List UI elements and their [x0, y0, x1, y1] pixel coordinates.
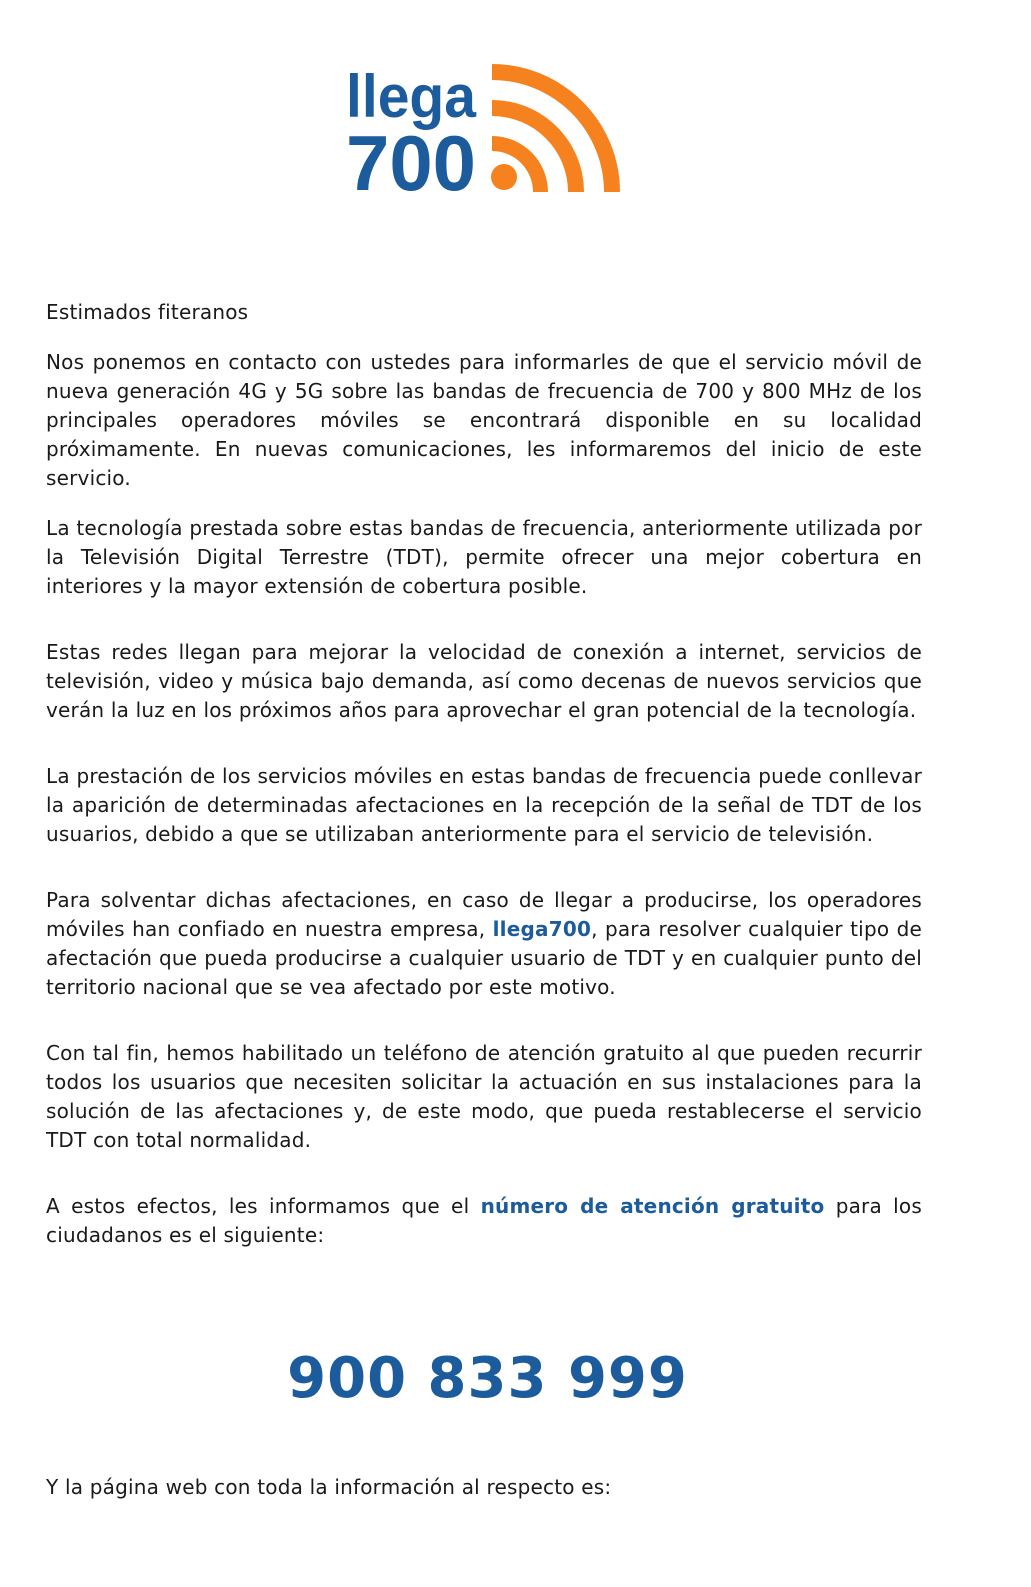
paragraph-helpline: Con tal fin, hemos habilitado un teléfono de atención gratuito al que pueden recurrir todos los usuarios que necesiten solicitar la actuación en sus instalaciones para la solución de las afectaciones y, de este modo, que pueda restablecerse el servicio TDT con total normalidad.	[46, 1041, 922, 1152]
paragraph-technology: La tecnología prestada sobre estas bandas de frecuencia, anteriormente utilizada por la Televisión Digital Terrestre (TDT), permite ofrecer una mejor cobertura en interiores y la mayor extensión de cobertura posible.	[46, 516, 922, 598]
llega700-logo	[346, 62, 626, 197]
website-intro: Y la página web con toda la información al respecto es:	[46, 1475, 612, 1499]
llega700-logo-graphic	[346, 62, 626, 197]
paragraph-interference: La prestación de los servicios móviles en estas bandas de frecuencia puede conllevar la aparición de determinadas afectaciones en la recepción de la señal de TDT de los usuarios, debido a que se utilizaban anteriormente para el servicio de televisión.	[46, 764, 922, 846]
paragraph-company-text-after: , para resolver cualquier tipo de afectación que pueda producirse a cualquier usuario de TDT y en cualquier punto del territorio nacional que se vea afectado por este motivo.	[46, 917, 922, 999]
logo-number: 700	[346, 119, 476, 197]
logo-word: llega	[346, 63, 477, 130]
free-number-highlight: número de atención gratuito	[480, 1194, 825, 1218]
paragraph-company	[46, 886, 922, 1002]
signal-waves-icon	[491, 64, 620, 192]
paragraph-free-number-text-before: A estos efectos, les informamos que el	[46, 1194, 481, 1218]
greeting: Estimados fiteranos	[46, 300, 249, 324]
paragraph-company-text-before: Para solventar dichas afectaciones, en caso de llegar a producirse, los operadores móviles han confiado en nuestra empresa,	[46, 888, 922, 941]
phone-number: 900 833 999	[287, 1346, 688, 1411]
paragraph-free-number	[46, 1192, 922, 1250]
letter-body	[46, 298, 922, 1250]
paragraph-availability: Nos ponemos en contacto con ustedes para informarles de que el servicio móvil de nueva generación 4G y 5G sobre las bandas de frecuencia de 700 y 800 MHz de los principales operadores móviles se encontrará disponible en su localidad próximamente. En nuevas comunicaciones, les informaremos del inicio de este servicio.	[46, 350, 922, 490]
paragraph-free-number-text-after: para los ciudadanos es el siguiente:	[46, 1194, 922, 1247]
company-name-highlight: llega700	[492, 917, 592, 941]
paragraph-networks: Estas redes llegan para mejorar la velocidad de conexión a internet, servicios de televisión, video y música bajo demanda, así como decenas de nuevos servicios que verán la luz en los próximos años para aprovechar el gran potencial de la tecnología.	[46, 640, 922, 722]
